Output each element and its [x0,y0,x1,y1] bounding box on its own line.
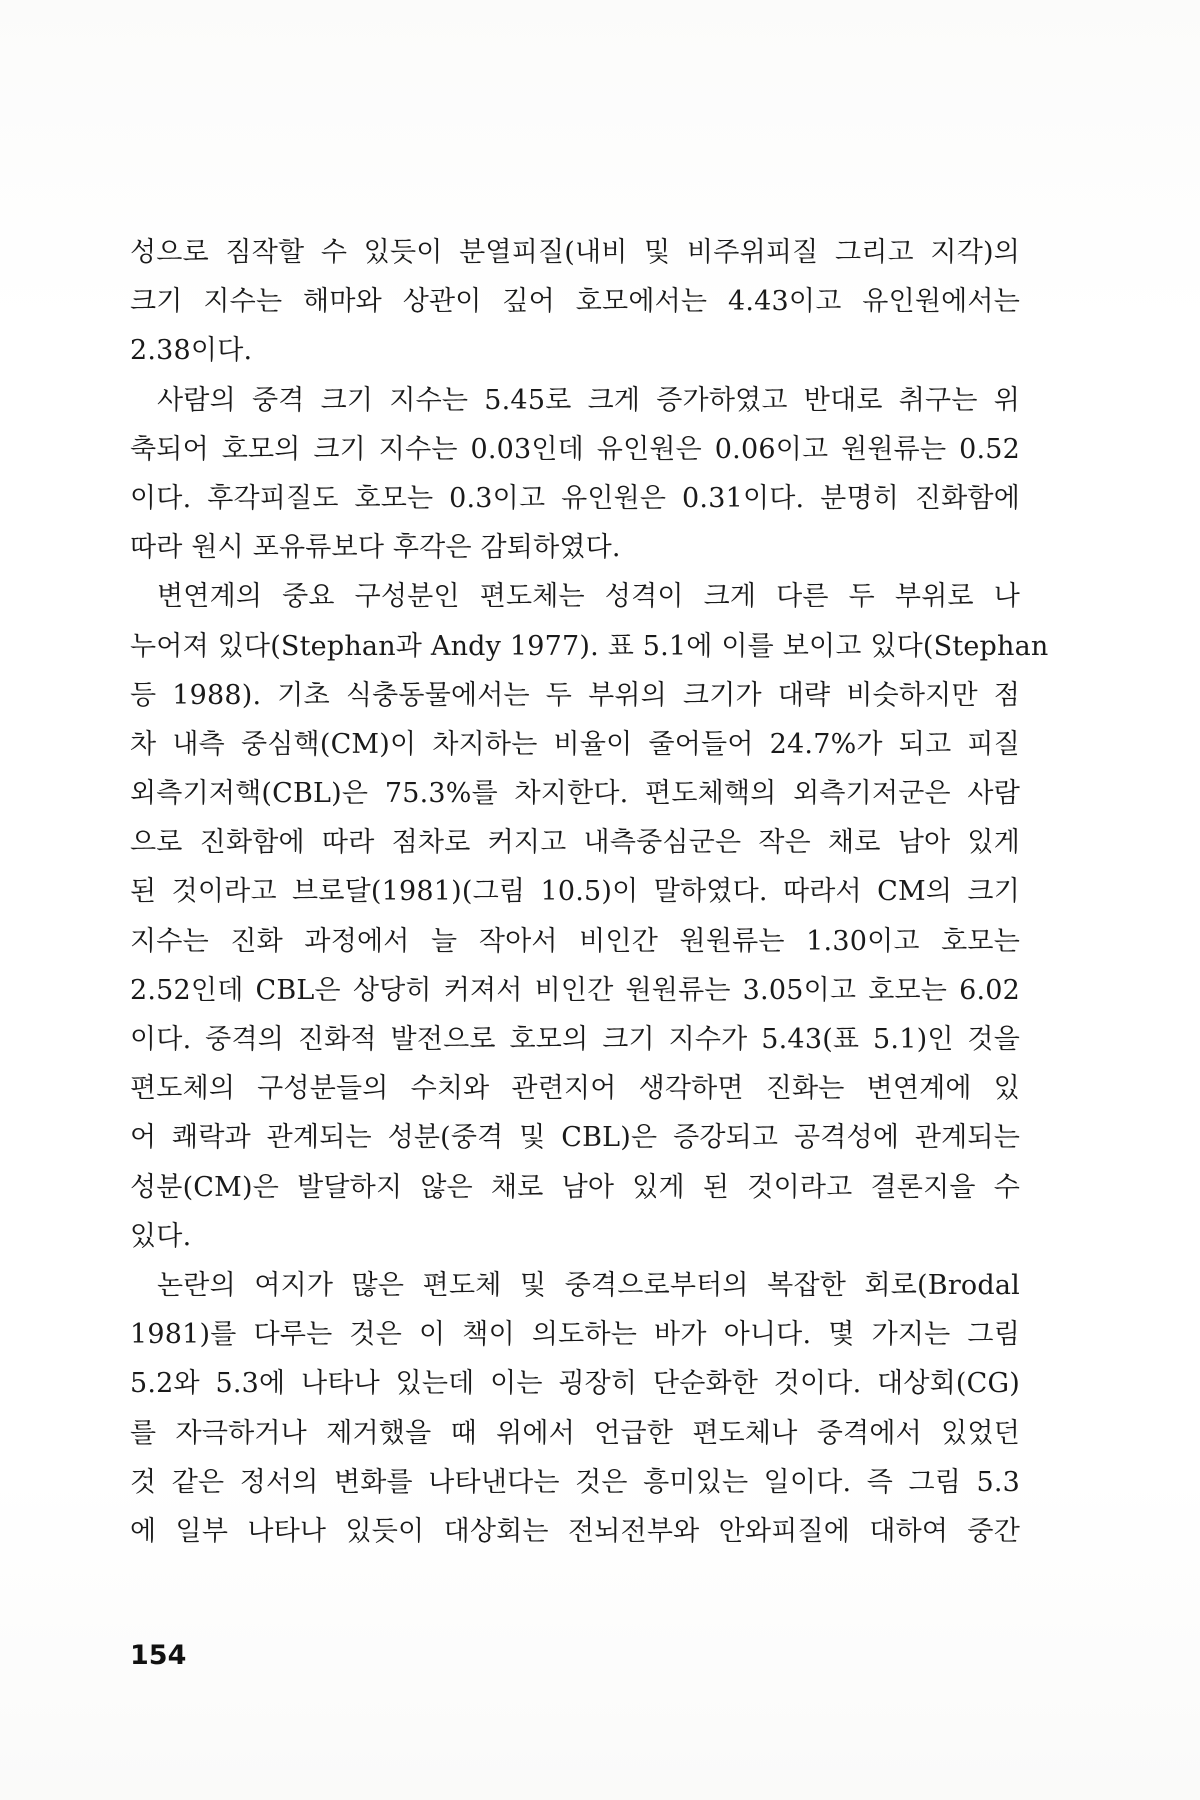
text-line: 이다. 중격의 진화적 발전으로 호모의 크기 지수가 5.43(표 5.1)인 것을 [130,1024,1020,1055]
text-line: 된 것이라고 브로달(1981)(그림 10.5)이 말하였다. 따라서 CM의 크기 [130,876,1020,908]
text-line: 성분(CM)은 발달하지 않은 채로 남아 있게 된 것이라고 결론지을 수 [130,1171,1020,1203]
text-line: 를 자극하거나 제거했을 때 위에서 언급한 편도체나 중격에서 있었던 [130,1417,1020,1449]
text-line: 차 내측 중심핵(CM)이 차지하는 비율이 줄어들어 24.7%가 되고 피질 [130,728,1020,760]
text-line: 이다. 후각피질도 호모는 0.3이고 유인원은 0.31이다. 분명히 진화함에 [130,482,1020,514]
text-line: 변연계의 중요 구성분인 편도체는 성격이 크게 다른 두 부위로 나 [157,581,1020,613]
text-line: 축되어 호모의 크기 지수는 0.03인데 유인원은 0.06이고 원원류는 0.52 [130,433,1020,465]
text-line: 외측기저핵(CBL)은 75.3%를 차지한다. 편도체핵의 외측기저군은 사람 [130,778,1020,810]
text-line: 으로 진화함에 따라 점차로 커지고 내측중심군은 작은 채로 남아 있게 [130,827,1020,859]
text-line: 것 같은 정서의 변화를 나타낸다는 것은 흥미있는 일이다. 즉 그림 5.3 [130,1466,1020,1498]
text-line: 누어져 있다(Stephan과 Andy 1977). 표 5.1에 이를 보이고 있다(Stephan [130,630,1049,662]
text-line: 편도체의 구성분들의 수치와 관련지어 생각하면 진화는 변연계에 있 [130,1073,1020,1105]
text-line: 논란의 여지가 많은 편도체 및 중격으로부터의 복잡한 회로(Brodal [157,1269,1020,1301]
page-number: 154 [130,1640,187,1671]
text-line: 2.38이다. [130,335,253,367]
text-line: 5.2와 5.3에 나타나 있는데 이는 굉장히 단순화한 것이다. 대상회(CG) [130,1368,1020,1400]
text-line: 지수는 진화 과정에서 늘 작아서 비인간 원원류는 1.30이고 호모는 [130,925,1020,957]
text-line: 사람의 중격 크기 지수는 5.45로 크게 증가하였고 반대로 취구는 위 [157,384,1020,416]
text-line: 2.52인데 CBL은 상당히 커져서 비인간 원원류는 3.05이고 호모는 6.02 [130,974,1020,1006]
text-line: 등 1988). 기초 식충동물에서는 두 부위의 크기가 대략 비슷하지만 점 [130,679,1020,711]
text-line: 따라 원시 포유류보다 후각은 감퇴하였다. [130,532,621,564]
text-line: 크기 지수는 해마와 상관이 깊어 호모에서는 4.43이고 유인원에서는 [130,286,1020,318]
text-line: 있다. [130,1220,192,1252]
text-line: 에 일부 나타나 있듯이 대상회는 전뇌전부와 안와피질에 대하여 중간 [130,1515,1020,1547]
body-text [130,228,1049,1556]
text-line: 성으로 짐작할 수 있듯이 분열피질(내비 및 비주위피질 그리고 지각)의 [130,237,1020,268]
text-line: 어 쾌락과 관계되는 성분(중격 및 CBL)은 증강되고 공격성에 관계되는 [130,1122,1020,1154]
text-line: 1981)를 다루는 것은 이 책이 의도하는 바가 아니다. 몇 가지는 그림 [130,1319,1020,1351]
